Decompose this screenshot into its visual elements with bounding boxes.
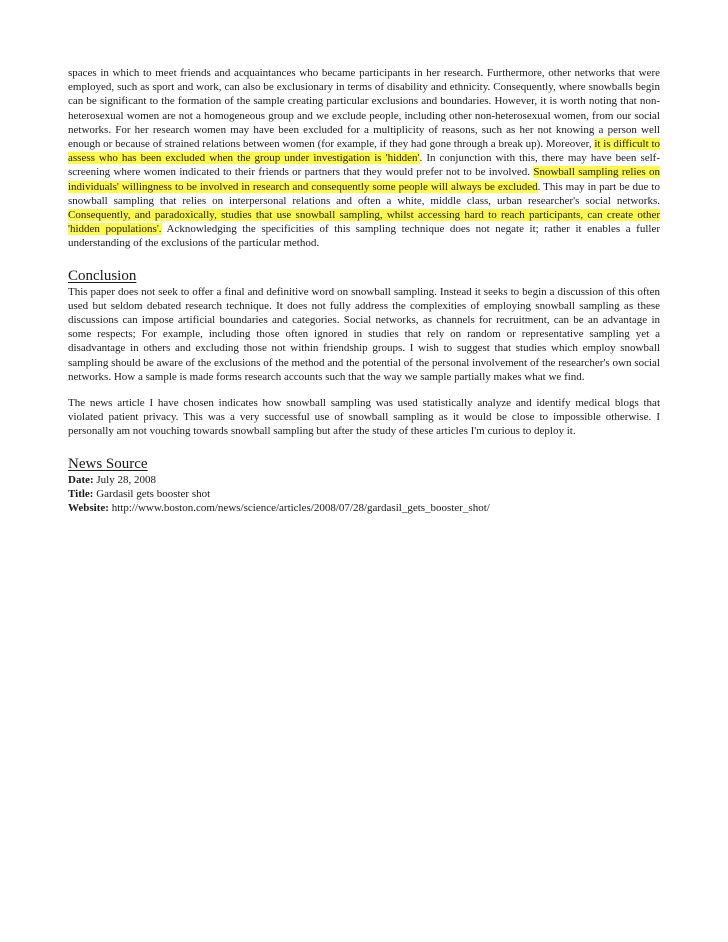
intro-paragraph [68,66,660,251]
news-source-heading: News Source [68,455,148,472]
conclusion-heading: Conclusion [68,267,137,284]
intro-text-1: spaces in which to meet friends and acquaintances who became participants in her research. Furthermore, other networks that were employed, such as sport and work, can also be exclusionary in terms of disability and ethnicity. Consequently, where snowballs begin can be significant to the formation of the sample creating particular exclusions and boundaries. However, it is worth noting that non-heterosexual women are not a homogeneous group and we exclude people, including other non-heterosexual women, from our social networks. For her research women may have been excluded for a multiplicity of reasons, such as her not knowing a person well enough or because of strained relations between women (for example, if they had gone through a break up). Moreover, [68,67,660,151]
highlight-hidden-populations: Consequently, and paradoxically, studies that use snowball sampling, whilst accessing hard to reach participants, can create other 'hidden populations'. [68,209,660,236]
date-value: July 28, 2008 [93,473,156,486]
conclusion-paragraph-2: The news article I have chosen indicates how snowball sampling was used statistically analyze and identify medical blogs that violated patient privacy. This was a very successful use of snowball sampling as it would be close to impossible otherwise. I personally am not vouching towards snowball sampling but after the study of these articles I'm curious to deploy it. [68,397,660,438]
title-label: Title: [68,487,94,500]
website-label: Website: [68,502,109,515]
highlight-willingness: Snowball sampling relies on individuals' willingness to be involved in research and consequently some people will always be excluded [68,166,660,193]
intro-text-4: Acknowledging the specificities of this sampling technique does not negate it; rather it enables a fuller understanding of the exclusions of the particular method. [68,223,660,250]
paragraph-spacer [68,384,660,396]
date-label: Date: [68,473,94,486]
news-date-line [68,473,660,487]
intro-text-2: . In conjunction with this, there may have been self-screening where women indicated to their friends or partners that they would prefer not to be involved. [68,152,660,179]
website-value: http://www.boston.com/news/science/articles/2008/07/28/gardasil_gets_booster_shot/ [108,502,490,515]
title-value: Gardasil gets booster shot [93,487,211,500]
highlight-hidden-group: it is difficult to assess who has been excluded when the group under investigation is 'hidden' [68,138,660,165]
news-title-line [68,487,660,501]
intro-text-3: . This may in part be due to snowball sampling that relies on interpersonal relations and often a white, middle class, urban researcher's social networks. [68,180,660,207]
news-website-line [68,501,660,515]
conclusion-paragraph-1: This paper does not seek to offer a final and definitive word on snowball sampling. Instead it seeks to begin a discussion of this often used but seldom debated research technique. It does not fully address the complexities of employing snowball sampling as these discussions can impose artificial boundaries and categories. Social networks, as channels for recruitment, can be an advantage in some respects; For example, including those often ignored in studies that rely on random or representative sampling yet a disadvantage in others and excluding those not within friendship groups. I wish to suggest that studies which employ snowball sampling should be aware of the exclusions of the method and the potential of the personal involvement of the researcher's own social networks. How a sample is made forms research accounts such that the way we sample partially makes what we find. [68,285,660,383]
